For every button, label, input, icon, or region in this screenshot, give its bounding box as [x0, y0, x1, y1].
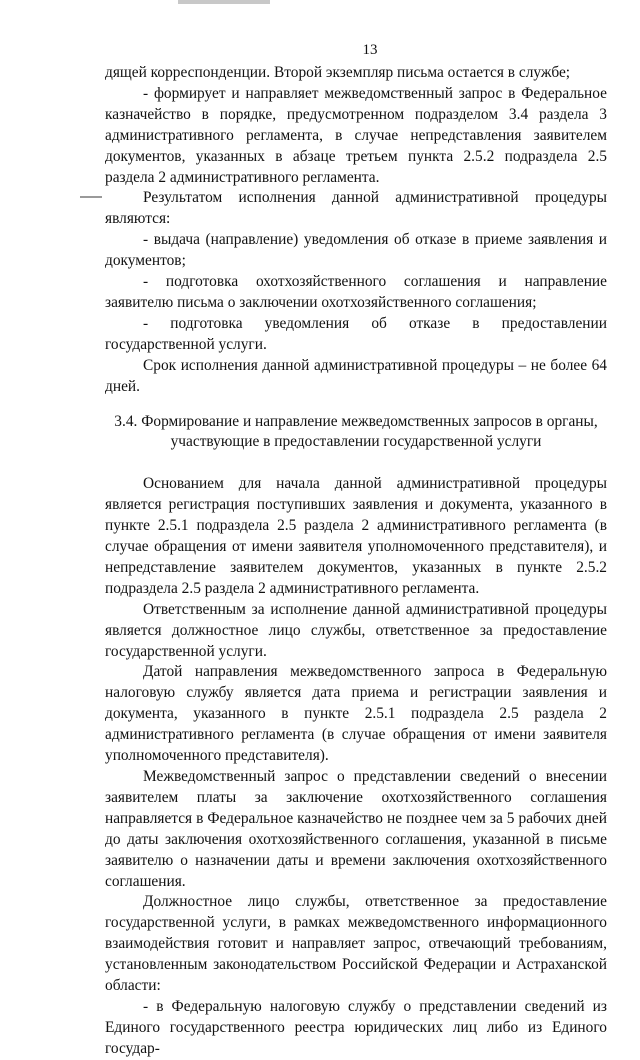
paragraph: - формирует и направляет межведомственный запрос в Федеральное казначейство в порядке, предусмотренном подразделом 3.4 раздела 3 административного регламента, в случае непредставления заявителем документов, указанных в абзаце третьем пункта 2.5.2 подраздела 2.5 раздела 2 административного регламента.: [105, 84, 607, 186]
paragraph: Срок исполнения данной административной процедуры – не более 64 дней.: [105, 356, 607, 395]
document-body: [105, 63, 607, 1060]
page-number: 13: [362, 42, 378, 58]
paragraph: Межведомственный запрос о представлении сведений о внесении заявителем платы за заключение охотхозяйственного соглашения направляется в Федеральное казначейство не позднее чем за 5 рабочих дней до даты заключения охотхозяйственного соглашения, указанной в письме заявителю о назначении даты и времени заключения охотхозяйственного соглашения.: [105, 768, 607, 890]
list-item: - подготовка уведомления об отказе в предоставлении государственной услуги.: [105, 314, 607, 353]
paragraph: Ответственным за исполнение данной административной процедуры является должностное лицо службы, ответственное за предоставление государственной услуги.: [105, 600, 607, 660]
list-item: - в Федеральную налоговую службу о представлении сведений из Единого государственного реестра юридических лиц либо из Единого государ-: [105, 997, 607, 1057]
scan-artifact: [178, 0, 270, 4]
paragraph: Датой направления межведомственного запроса в Федеральную налоговую службу является дата приема и регистрации заявления и документа, указанного в пункте 2.5.1 подраздела 2.5 раздела 2 административного регламента (в случае обращения от имени заявителя уполномоченного представителя).: [105, 663, 607, 765]
paragraph: дящей корреспонденции. Второй экземпляр письма остается в службе;: [105, 64, 571, 81]
paragraph: Должностное лицо службы, ответственное за предоставление государственной услуги, в рамках межведомственного информационного взаимодействия готовит и направляет запрос, отвечающий требованиям, установленным законодательством Российской Федерации и Астраханской области:: [105, 893, 607, 995]
list-item: - подготовка охотхозяйственного соглашения и направление заявителю письма о заключении охотхозяйственного соглашения;: [105, 273, 607, 311]
margin-mark: [80, 196, 102, 198]
paragraph: Результатом исполнения данной административной процедуры являются:: [105, 189, 607, 228]
section-heading: 3.4. Формирование и направление межведомственных запросов в органы, участвующие в предоставлении государственной услуги: [114, 412, 598, 451]
paragraph: Основанием для начала данной административной процедуры является регистрация поступивших заявления и документа, указанного в пункте 2.5.1 подраздела 2.5 раздела 2 административного регламента (в случае обращения от имени заявителя уполномоченного представителя), и непредставление заявителем документов, указанных в пункте 2.5.2 подраздела 2.5 раздела 2 административного регламента.: [105, 475, 607, 597]
list-item: - выдача (направление) уведомления об отказе в приеме заявления и документов;: [105, 231, 607, 270]
